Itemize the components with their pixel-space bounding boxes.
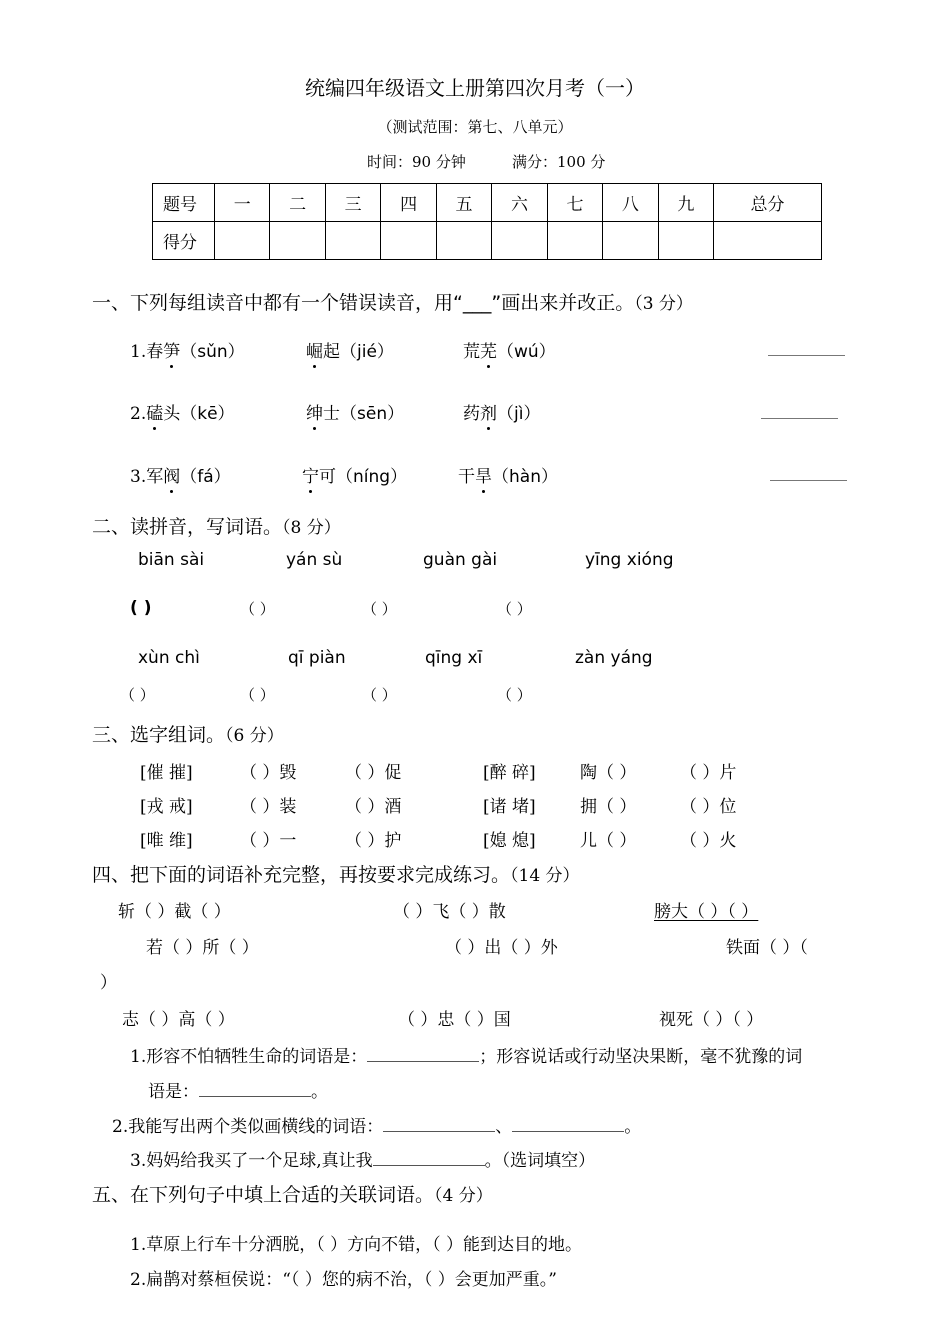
q2-pinyin: yán sù bbox=[286, 550, 343, 570]
q2-answer-box[interactable]: ( ) bbox=[130, 598, 152, 618]
q1-answer-line[interactable] bbox=[761, 418, 838, 419]
q2-answer-box[interactable]: （ ） bbox=[240, 686, 275, 704]
score-cell[interactable] bbox=[325, 222, 380, 260]
q3-heading: 三、选字组词。（6 分） bbox=[92, 724, 284, 746]
score-cell[interactable] bbox=[658, 222, 713, 260]
q3-fill[interactable]: （ ）位 bbox=[680, 797, 737, 817]
q3-fill[interactable]: 儿（ ） bbox=[580, 831, 637, 851]
score-cell[interactable] bbox=[215, 222, 270, 260]
score-table-col: 一 bbox=[215, 184, 270, 222]
q4-exercise-2: 2.我能写出两个类似画横线的词语： 、 。 bbox=[112, 1117, 642, 1137]
q3-fill[interactable]: 陶（ ） bbox=[580, 763, 637, 783]
q4-exercise-1: 1.形容不怕牺牲生命的词语是： ；形容说话或行动坚决果断，毫不犹豫的词 bbox=[130, 1047, 803, 1067]
q1-item: 崛起（jié） bbox=[306, 337, 394, 362]
score-table-col: 九 bbox=[658, 184, 713, 222]
q2-pinyin: zàn yáng bbox=[575, 648, 653, 668]
score-cell[interactable] bbox=[381, 222, 436, 260]
q1-heading-text: 一、下列每组读音中都有一个错误读音，用“___”画出来并改正。 bbox=[92, 292, 635, 314]
q4-idiom-underlined[interactable]: 膀大（ ）（ ） bbox=[654, 902, 759, 922]
q4-idiom[interactable]: （ ）出（ ）外 bbox=[445, 938, 558, 958]
q2-pinyin: guàn gài bbox=[423, 550, 498, 570]
q2-answer-box[interactable]: （ ） bbox=[240, 600, 275, 618]
score-cell[interactable] bbox=[492, 222, 547, 260]
q1-pinyin: （sǔn） bbox=[180, 342, 245, 362]
q1-answer-line[interactable] bbox=[768, 355, 845, 356]
q2-answer-box[interactable]: （ ） bbox=[497, 686, 532, 704]
exam-time: 时间：90 分钟 bbox=[367, 153, 466, 171]
q4-idiom[interactable]: 铁面（ ）（ bbox=[726, 938, 808, 958]
q4-idiom[interactable]: 志（ ）高（ ） bbox=[122, 1010, 235, 1030]
q4-idiom[interactable]: （ ）忠（ ）国 bbox=[398, 1010, 511, 1030]
score-table-header-row bbox=[153, 184, 822, 222]
q1-item: 药剂（jì） bbox=[463, 399, 540, 424]
score-table-col: 八 bbox=[603, 184, 658, 222]
q2-answer-box[interactable]: （ ） bbox=[362, 686, 397, 704]
score-cell[interactable] bbox=[270, 222, 325, 260]
score-cell[interactable] bbox=[714, 222, 822, 260]
q1-word: 春笋 bbox=[146, 342, 180, 362]
q2-pinyin: qīng xī bbox=[425, 648, 483, 668]
q3-options: [催 摧] bbox=[140, 763, 193, 783]
q3-fill[interactable]: （ ）促 bbox=[345, 763, 402, 783]
score-cell[interactable] bbox=[603, 222, 658, 260]
q2-pinyin: xùn chì bbox=[138, 648, 200, 668]
q2-answer-box[interactable]: （ ） bbox=[497, 600, 532, 618]
q3-fill[interactable]: （ ）片 bbox=[680, 763, 737, 783]
q1-row-3: 3.军阀（fá） bbox=[130, 462, 231, 487]
q5-heading: 五、在下列句子中填上合适的关联词语。（4 分） bbox=[92, 1184, 493, 1206]
q3-fill[interactable]: （ ）装 bbox=[240, 797, 297, 817]
score-table-col: 总分 bbox=[714, 184, 822, 222]
q3-options: [醉 碎] bbox=[483, 763, 536, 783]
score-table-col: 二 bbox=[270, 184, 325, 222]
score-table-col: 七 bbox=[547, 184, 602, 222]
q1-item: 绅士（sēn） bbox=[306, 399, 404, 424]
q3-fill[interactable]: 拥（ ） bbox=[580, 797, 637, 817]
q1-row-1 bbox=[130, 337, 245, 362]
q3-fill[interactable]: （ ）护 bbox=[345, 831, 402, 851]
q3-fill[interactable]: （ ）酒 bbox=[345, 797, 402, 817]
q4-answer-line[interactable] bbox=[367, 1060, 479, 1062]
score-table-col: 五 bbox=[436, 184, 491, 222]
q1-heading bbox=[92, 288, 693, 315]
q4-exercise-3: 3.妈妈给我买了一个足球,真让我 。（选词填空） bbox=[130, 1151, 596, 1171]
score-table-score-row bbox=[153, 222, 822, 260]
q3-fill[interactable]: （ ）毁 bbox=[240, 763, 297, 783]
q1-row-2: 2.磕头（kē） bbox=[130, 399, 235, 424]
q4-exercise-1-cont: 语是： 。 bbox=[148, 1082, 328, 1102]
score-table-col: 四 bbox=[381, 184, 436, 222]
q4-idiom[interactable]: 若（ ）所（ ） bbox=[146, 938, 259, 958]
q5-sentence-1[interactable]: 1.草原上行车十分洒脱，（ ）方向不错，（ ）能到达目的地。 bbox=[130, 1235, 583, 1255]
score-table-col: 三 bbox=[325, 184, 380, 222]
q3-options: [戎 戒] bbox=[140, 797, 193, 817]
score-cell[interactable] bbox=[547, 222, 602, 260]
q3-options: [媳 熄] bbox=[483, 831, 536, 851]
q2-answer-box[interactable]: （ ） bbox=[362, 600, 397, 618]
q2-pinyin: biān sài bbox=[138, 550, 205, 570]
q1-item: 荒芜（wú） bbox=[463, 337, 556, 362]
q4-idiom[interactable]: 视死（ ）（ ） bbox=[659, 1010, 764, 1030]
q1-answer-line[interactable] bbox=[770, 480, 847, 481]
score-table-header-label: 题号 bbox=[153, 184, 215, 222]
q4-heading: 四、把下面的词语补充完整，再按要求完成练习。（14 分） bbox=[92, 864, 580, 886]
q4-idiom[interactable]: 斩（ ）截（ ） bbox=[118, 902, 231, 922]
q1-item: 宁可（níng） bbox=[302, 462, 407, 487]
q3-options: [唯 维] bbox=[140, 831, 193, 851]
q3-fill[interactable]: （ ）火 bbox=[680, 831, 737, 851]
q1-row-num: 1. bbox=[130, 342, 147, 362]
q4-answer-line[interactable] bbox=[373, 1164, 485, 1166]
q1-item: 干旱（hàn） bbox=[458, 462, 558, 487]
q4-idiom-wrap: ） bbox=[100, 973, 117, 993]
score-table bbox=[152, 183, 822, 260]
q4-answer-line[interactable] bbox=[383, 1130, 495, 1132]
q4-idiom[interactable]: （ ）飞（ ）散 bbox=[393, 902, 506, 922]
q2-pinyin: qī piàn bbox=[288, 648, 346, 668]
score-cell[interactable] bbox=[436, 222, 491, 260]
q2-answer-box[interactable]: （ ） bbox=[120, 686, 155, 704]
q1-points: （3 分） bbox=[634, 294, 693, 314]
test-scope: （测试范围：第七、八单元） bbox=[377, 118, 573, 136]
q2-heading: 二、读拼音，写词语。（8 分） bbox=[92, 516, 341, 538]
full-score: 满分：100 分 bbox=[512, 153, 606, 171]
page-title: 统编四年级语文上册第四次月考（一） bbox=[305, 76, 645, 100]
q3-fill[interactable]: （ ）一 bbox=[240, 831, 297, 851]
score-table-col: 六 bbox=[492, 184, 547, 222]
q3-options: [诸 堵] bbox=[483, 797, 536, 817]
q4-answer-line[interactable] bbox=[199, 1095, 311, 1097]
q4-answer-line[interactable] bbox=[512, 1130, 624, 1132]
score-table-row-label: 得分 bbox=[153, 222, 215, 260]
q2-pinyin: yīng xióng bbox=[585, 550, 674, 570]
q5-sentence-2[interactable]: 2.扁鹊对蔡桓侯说：“（ ）您的病不治，（ ）会更加严重。” bbox=[130, 1270, 557, 1290]
